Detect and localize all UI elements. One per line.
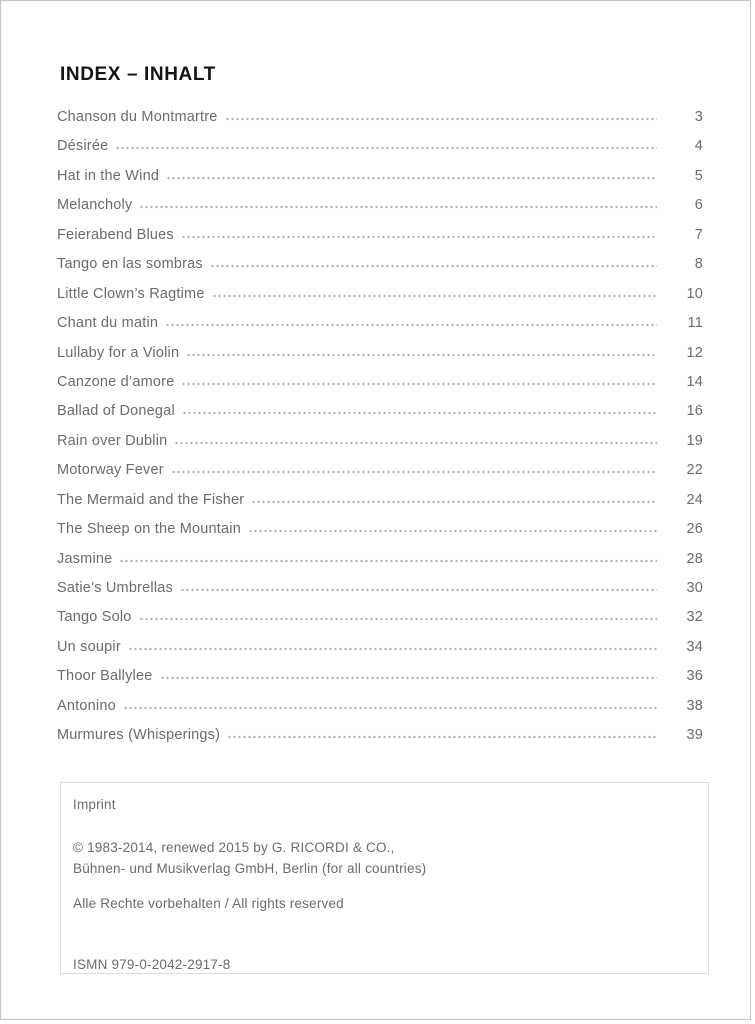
toc-entry-title: Murmures (Whisperings) [57, 727, 221, 744]
toc-entry-title: Satie’s Umbrellas [57, 580, 173, 596]
toc-row [57, 551, 703, 580]
toc-entry-title: Motorway Fever [57, 462, 164, 479]
toc-entry-title: Feierabend Blues [57, 226, 174, 243]
toc-row [57, 197, 703, 226]
ismn-number: ISMN 979-0-2042-2917-8 [73, 957, 231, 972]
toc-entry-title: Tango Solo [57, 609, 132, 626]
toc-entry-page: 19 [686, 432, 703, 449]
toc-entry-title: Canzone d’amore [57, 373, 175, 390]
rights-reserved-line: Alle Rechte vorbehalten / All rights reserved [73, 896, 344, 911]
toc-entry-page: 36 [686, 668, 703, 685]
dot-leader [180, 588, 657, 592]
toc-entry-title: Thoor Ballylee [57, 668, 153, 685]
toc-entry-title: Désirée [57, 138, 109, 155]
dot-leader [160, 676, 658, 680]
toc-entry-page: 4 [694, 138, 703, 155]
toc-entry-title: The Sheep on the Mountain [57, 521, 241, 538]
toc-entry-title: Melancholy [57, 197, 133, 214]
toc-row [57, 286, 703, 315]
imprint-label: Imprint [73, 797, 116, 812]
dot-leader [248, 529, 657, 533]
toc-row [57, 727, 703, 756]
toc-entry-page: 34 [686, 638, 703, 655]
dot-leader [181, 382, 657, 386]
dot-leader [115, 146, 657, 150]
toc-entry-page: 5 [694, 167, 703, 184]
toc-row [57, 138, 703, 167]
toc-list [57, 109, 703, 757]
toc-row [57, 698, 703, 727]
toc-entry-page: 12 [686, 344, 703, 361]
toc-row [57, 345, 703, 374]
imprint-box [60, 782, 709, 974]
toc-entry-page: 28 [686, 550, 703, 567]
toc-entry-page: 30 [686, 580, 703, 596]
dot-leader [225, 117, 657, 121]
dot-leader [186, 353, 657, 357]
toc-row [57, 256, 703, 285]
page-title: INDEX – INHALT [60, 64, 216, 85]
toc-row [57, 492, 703, 521]
toc-row [57, 462, 703, 491]
toc-row [57, 109, 703, 138]
dot-leader [210, 264, 657, 268]
toc-entry-title: Chant du matin [57, 315, 159, 332]
toc-entry-title: Hat in the Wind [57, 167, 160, 184]
dot-leader [181, 235, 657, 239]
toc-entry-title: The Mermaid and the Fisher [57, 491, 245, 508]
copyright-line-1: © 1983-2014, renewed 2015 by G. RICORDI & CO., [73, 840, 395, 855]
toc-row [57, 168, 703, 197]
toc-entry-page: 24 [686, 491, 703, 508]
toc-entry-page: 8 [694, 256, 703, 273]
copyright-block [73, 837, 696, 879]
toc-entry-page: 11 [687, 315, 703, 332]
toc-row [57, 609, 703, 638]
dot-leader [212, 294, 657, 298]
toc-row [57, 580, 703, 609]
toc-entry-title: Antonino [57, 697, 116, 714]
toc-entry-page: 3 [694, 109, 703, 125]
toc-entry-title: Rain over Dublin [57, 432, 168, 449]
dot-leader [182, 411, 657, 415]
toc-entry-page: 7 [694, 226, 703, 243]
dot-leader [119, 559, 657, 563]
toc-entry-title: Ballad of Donegal [57, 403, 175, 420]
toc-row [57, 315, 703, 344]
dot-leader [123, 706, 657, 710]
toc-row [57, 668, 703, 697]
toc-entry-page: 16 [686, 403, 703, 420]
toc-row [57, 227, 703, 256]
toc-entry-title: Little Clown’s Ragtime [57, 285, 205, 302]
dot-leader [174, 441, 657, 445]
toc-entry-title: Lullaby for a Violin [57, 344, 180, 361]
dot-leader [165, 323, 657, 327]
toc-entry-page: 10 [686, 285, 703, 302]
dot-leader [166, 176, 657, 180]
dot-leader [171, 470, 657, 474]
toc-entry-page: 6 [694, 197, 703, 214]
dot-leader [139, 205, 657, 209]
toc-entry-page: 38 [686, 697, 703, 714]
toc-row [57, 639, 703, 668]
toc-entry-page: 39 [686, 727, 703, 744]
dot-leader [139, 617, 657, 621]
toc-entry-title: Un soupir [57, 638, 121, 655]
copyright-line-2: Bühnen- und Musikverlag GmbH, Berlin (for all countries) [73, 861, 427, 876]
toc-row [57, 403, 703, 432]
dot-leader [251, 500, 657, 504]
toc-entry-page: 26 [686, 521, 703, 538]
toc-entry-page: 32 [686, 609, 703, 626]
toc-row [57, 433, 703, 462]
toc-row [57, 374, 703, 403]
toc-entry-page: 14 [686, 373, 703, 390]
toc-entry-page: 22 [686, 462, 703, 479]
toc-entry-title: Tango en las sombras [57, 256, 203, 273]
toc-entry-title: Chanson du Montmartre [57, 109, 218, 125]
dot-leader [227, 735, 657, 739]
dot-leader [128, 647, 657, 651]
toc-row [57, 521, 703, 550]
toc-entry-title: Jasmine [57, 550, 113, 567]
